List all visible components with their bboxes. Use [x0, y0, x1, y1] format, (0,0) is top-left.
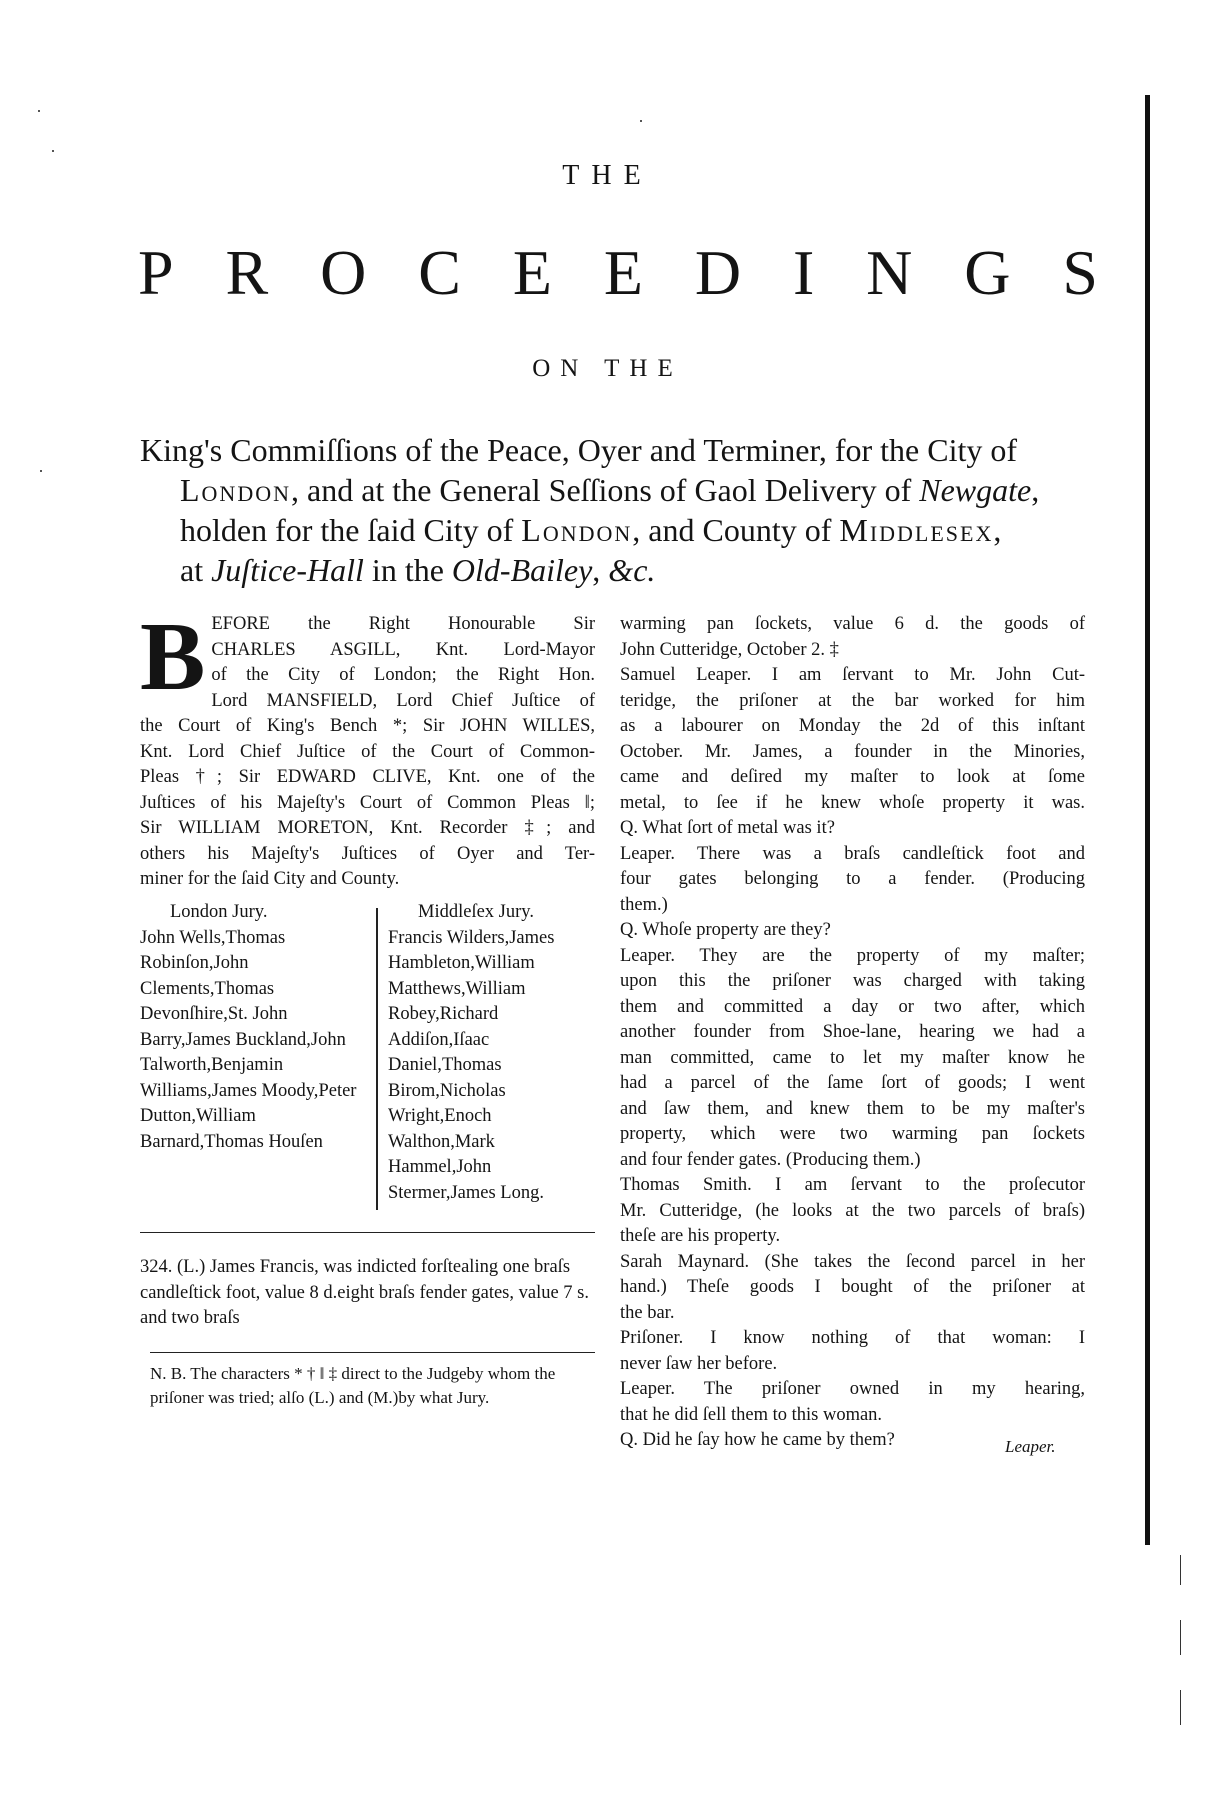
- testimony-line: Priſoner. I know nothing of that woman: I: [620, 1328, 1085, 1348]
- juror-name: Nicholas Wright,: [388, 1080, 506, 1126]
- proceedings-letter: N: [866, 237, 913, 308]
- testimony-line: October. Mr. James, a founder in the Minories,: [620, 741, 1085, 762]
- footnote-line: by whom the priſoner was tried; alſo (L.) and (M.): [150, 1364, 556, 1407]
- testimony-line: never ſaw her before.: [620, 1353, 778, 1374]
- case-line: eight braſs fender gates, value 7 s. and two braſs: [140, 1282, 590, 1328]
- catchword: Leaper.: [1005, 1437, 1056, 1456]
- commission-line-3: [140, 510, 1085, 550]
- justice-hall: Juſtice-Hall: [211, 552, 364, 588]
- testimony-line: warming pan ſockets, value 6 d. the goods of: [620, 614, 1085, 634]
- intro-line: CHARLES ASGILL, Knt. Lord-Mayor: [211, 639, 595, 660]
- middlesex-jury-heading: Middleſex Jury.: [418, 902, 534, 922]
- middlesex-jury-list: [388, 926, 598, 1207]
- juror-name: James Moody,: [211, 1080, 319, 1101]
- juror-name: Enoch Walthon,: [388, 1106, 492, 1152]
- drop-cap: B: [140, 603, 206, 711]
- juror-name: John Stermer,: [388, 1157, 492, 1203]
- testimony-line: man committed, came to let my maſter know he: [620, 1047, 1085, 1068]
- commission-line-4-text: at: [180, 552, 212, 588]
- testimony-line: four gates belonging to a fender. (Producing: [620, 869, 1085, 889]
- juror-name: William Matthews,: [388, 953, 535, 999]
- juror-name: Iſaac Daniel,: [388, 1029, 490, 1075]
- commission-line-3-text: holden for the ſaid City of: [180, 512, 522, 548]
- proceedings-letter: C: [418, 237, 461, 308]
- juror-name: Mark Hammel,: [388, 1131, 495, 1177]
- footnote: [150, 1362, 595, 1410]
- case-324-text: [140, 1255, 595, 1332]
- commission-title: [140, 430, 1085, 590]
- testimony-line: Q. What ſort of metal was it?: [620, 818, 835, 838]
- proceedings-letter: G: [964, 237, 1011, 308]
- juror-name: John Clements,: [140, 953, 249, 999]
- juror-name: William Robey,: [388, 978, 526, 1024]
- testimony-line: came and deſired my maſter to look at ſome: [620, 767, 1085, 787]
- testimony-line: had a parcel of the ſame ſort of goods; I went: [620, 1073, 1085, 1093]
- testimony-line: as a labourer on Monday the 2d of this inſtant: [620, 716, 1085, 736]
- jury-divider: [376, 908, 378, 1210]
- edge-mark: [1180, 1690, 1181, 1725]
- proceedings-letter: I: [792, 237, 815, 308]
- right-column-testimony: [620, 612, 1085, 1454]
- testimony-line: that he did ſell them to this woman.: [620, 1404, 883, 1425]
- juror-name: James Hambleton,: [388, 927, 555, 973]
- intro-line: Lord MANSFIELD, Lord Chief Juſtice of: [211, 690, 595, 711]
- footnote-line: N. B. The characters * † ‖ ‡ direct to the Judge: [150, 1364, 467, 1383]
- intro-line: Sir WILLIAM MORETON, Knt. Recorder ‡; and: [140, 818, 595, 838]
- proceedings-letter: E: [512, 237, 552, 308]
- commission-line-4: [140, 550, 1085, 590]
- juror-name: Thomas Devonſhire,: [140, 978, 275, 1024]
- city-london-2: London: [521, 512, 633, 548]
- testimony-line: Sarah Maynard. (She takes the ſecond parcel in her: [620, 1251, 1085, 1272]
- testimony-line: and four fender gates. (Producing them.): [620, 1149, 921, 1170]
- testimony-line: Leaper. The priſoner owned in my hearing,: [620, 1379, 1085, 1399]
- commission-line-2-text: , and at the General Seſſions of Gaol Delivery of: [291, 472, 920, 508]
- testimony-line: another founder from Shoe-lane, hearing we had a: [620, 1022, 1085, 1042]
- juror-name: Thomas Birom,: [388, 1055, 502, 1101]
- intro-line: miner for the ſaid City and County.: [140, 869, 400, 889]
- testimony-line: them and committed a day or two after, which: [620, 996, 1085, 1017]
- newgate: Newgate: [919, 472, 1032, 508]
- binding-edge: [1145, 95, 1150, 1545]
- commission-line-3-end: ,: [993, 512, 1002, 548]
- intro-line: Knt. Lord Chief Juſtice of the Court of Common-: [140, 741, 595, 762]
- testimony-line: metal, to ſee if he knew whoſe property it was.: [620, 792, 1085, 813]
- commission-line-1: King's Commiſſions of the Peace, Oyer and Terminer, for the City of: [140, 432, 1018, 468]
- intro-line: Pleas †; Sir EDWARD CLIVE, Knt. one of the: [140, 767, 595, 787]
- testimony-line: Leaper. There was a braſs candleſtick foot and: [620, 843, 1085, 864]
- london-jury: [140, 900, 360, 1155]
- juror-name: James Long.: [450, 1182, 544, 1203]
- intro-line: the Court of King's Bench *; Sir JOHN WILLES,: [140, 716, 595, 736]
- proceedings-letter: R: [225, 237, 269, 308]
- testimony-line: the bar.: [620, 1302, 675, 1323]
- intro-line: EFORE the Right Honourable Sir: [211, 614, 595, 634]
- county-middlesex: Middlesex: [839, 512, 994, 548]
- proceedings-letter: D: [694, 237, 742, 308]
- juror-name: Benjamin Williams,: [140, 1055, 284, 1101]
- testimony-line: and ſaw them, and knew them to be my maſter's: [620, 1098, 1085, 1119]
- case-line: 324. (L.) James Francis, was indicted for: [140, 1257, 443, 1277]
- paper-speck: [52, 150, 54, 152]
- juror-name: James Buckland,: [185, 1029, 311, 1050]
- heading-proceedings: [138, 238, 1098, 308]
- proceedings-letter: S: [1062, 237, 1098, 308]
- commission-line-4-mid: in the: [363, 552, 452, 588]
- juror-name: John Talworth,: [140, 1029, 346, 1075]
- testimony-line: Q. Did he ſay how he came by them?: [620, 1430, 895, 1450]
- juror-name: John Wells,: [140, 927, 226, 948]
- london-jury-heading: London Jury.: [170, 902, 268, 922]
- case-line: ſtealing one braſs candleſtick foot, value 8 d.: [140, 1257, 571, 1303]
- london-jury-list: [140, 926, 360, 1156]
- juror-name: Thomas Houſen: [204, 1131, 323, 1152]
- heading-the: THE: [562, 160, 653, 191]
- et-cetera: &c.: [608, 552, 656, 588]
- commission-line-3-mid: , and County of: [632, 512, 840, 548]
- commission-line-2: [140, 470, 1085, 510]
- proceedings-letter: E: [603, 237, 643, 308]
- testimony-line: property, which were two warming pan ſockets: [620, 1124, 1085, 1144]
- paper-speck: [38, 110, 40, 112]
- juror-name: William Barnard,: [140, 1106, 256, 1152]
- edge-mark: [1180, 1620, 1181, 1655]
- heading-on-the: ON THE: [532, 355, 683, 382]
- intro-line: of the City of London; the Right Hon.: [211, 665, 595, 685]
- juror-name: Francis Wilders,: [388, 927, 510, 948]
- juror-name: Richard Addiſon,: [388, 1004, 499, 1050]
- testimony-line: upon this the priſoner was charged with taking: [620, 971, 1085, 991]
- juror-name: St. John Barry,: [140, 1004, 288, 1050]
- testimony-line: Thomas Smith. I am ſervant to the proſecutor: [620, 1175, 1085, 1195]
- proceedings-letter: O: [320, 237, 367, 308]
- testimony-line: theſe are his property.: [620, 1226, 781, 1246]
- testimony-line: Q. Whoſe property are they?: [620, 920, 831, 940]
- edge-mark: [1180, 1555, 1181, 1585]
- testimony-line: them.): [620, 894, 668, 915]
- old-bailey: Old-Bailey: [451, 552, 593, 588]
- footnote-rule: [150, 1352, 595, 1353]
- commission-line-2-end: ,: [1031, 472, 1040, 508]
- testimony-line: Mr. Cutteridge, (he looks at the two parcels of braſs): [620, 1200, 1085, 1221]
- proceedings-letter: P: [138, 237, 174, 308]
- testimony-line: John Cutteridge, October 2. ‡: [620, 639, 839, 660]
- testimony-line: hand.) Theſe goods I bought of the priſoner at: [620, 1277, 1085, 1297]
- testimony-line: Leaper. They are the property of my maſter;: [620, 945, 1085, 966]
- intro-line: others his Majeſty's Juſtices of Oyer and Ter-: [140, 843, 595, 864]
- juror-name: Thomas Robinſon,: [140, 927, 286, 973]
- juror-name: Peter Dutton,: [140, 1080, 357, 1126]
- testimony-line: Samuel Leaper. I am ſervant to Mr. John Cut-: [620, 665, 1085, 685]
- testimony-line: teridge, the priſoner at the bar worked for him: [620, 690, 1085, 711]
- paper-speck: [640, 120, 642, 122]
- left-column-intro: [140, 603, 595, 893]
- commission-line-4-sep: ,: [592, 552, 609, 588]
- middlesex-jury: [388, 900, 598, 1206]
- section-rule: [140, 1232, 595, 1233]
- intro-line: Juſtices of his Majeſty's Court of Common Pleas ‖;: [140, 792, 595, 813]
- paper-speck: [40, 470, 42, 472]
- intro-paragraph: [140, 603, 595, 893]
- footnote-line: by what Jury.: [398, 1388, 490, 1407]
- city-london: London: [180, 472, 291, 508]
